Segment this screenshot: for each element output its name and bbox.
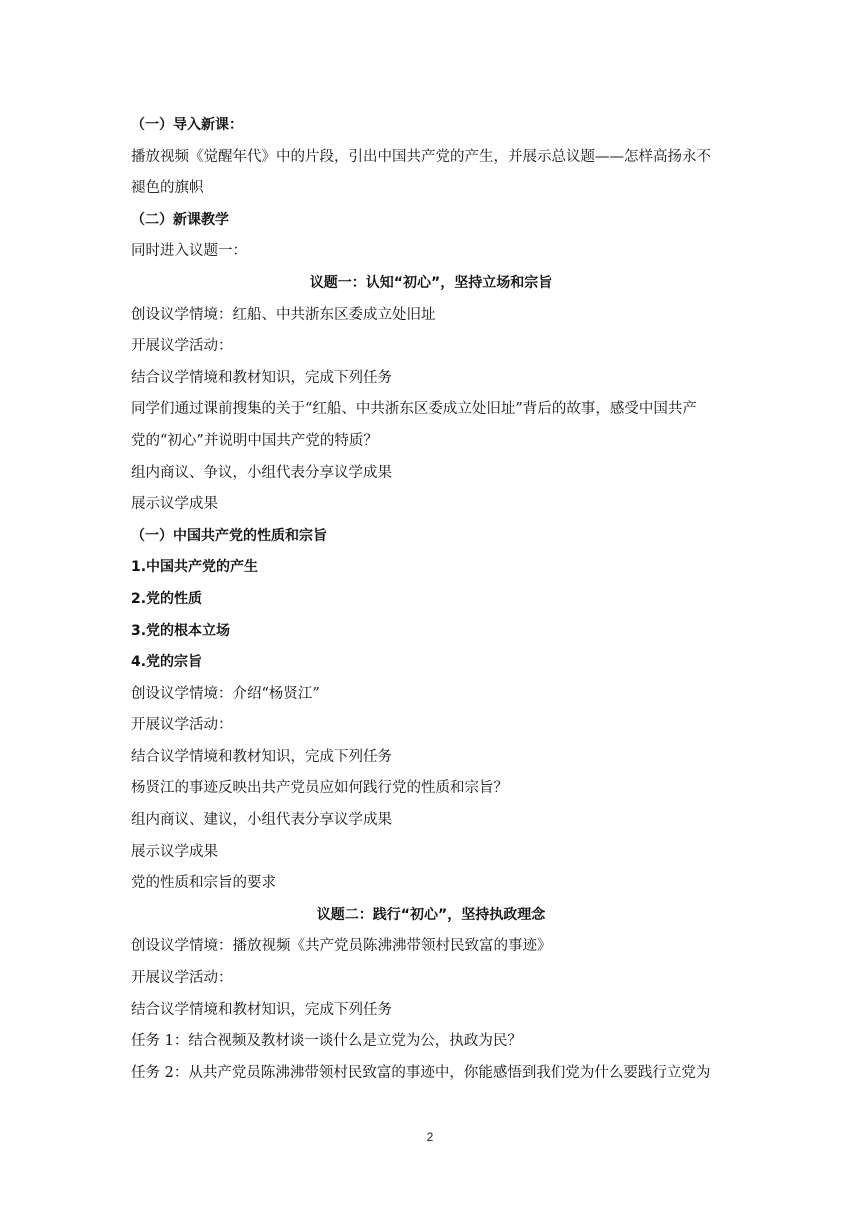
paragraph-line: 党的性质和宗旨的要求 [131, 875, 276, 892]
paragraph-line: 开展议学活动： [131, 338, 233, 355]
paragraph-line: 结合议学情境和教材知识，完成下列任务 [131, 369, 392, 386]
document-body [131, 110, 731, 1089]
paragraph-line: 党的“初心”并说明中国共产党的特质？ [131, 432, 378, 449]
paragraph-line: 组内商议、争议，小组代表分享议学成果 [131, 464, 392, 481]
paragraph-line: 任务 2：从共产党员陈沸沸带领村民致富的事迹中，你能感悟到我们党为什么要践行立党为 [131, 1064, 711, 1081]
paragraph-line: 杨贤江的事迹反映出共产党员应如何践行党的性质和宗旨？ [131, 780, 508, 797]
bold-heading-line: （二）新课教学 [131, 211, 229, 228]
paragraph-line: 展示议学成果 [131, 843, 218, 860]
paragraph-line: 创设议学情境：播放视频《共产党员陈沸沸带领村民致富的事迹》 [131, 938, 552, 955]
paragraph-line: 创设议学情境：介绍“杨贤江” [131, 685, 320, 702]
section-heading: 议题二：践行“初心”，坚持执政理念 [316, 906, 546, 923]
paragraph-line: 创设议学情境：红船、中共浙东区委成立处旧址 [131, 306, 436, 323]
page-number: 2 [426, 1130, 434, 1144]
bold-heading-line: 2.党的性质 [131, 590, 203, 607]
paragraph-line: 任务 1：结合视频及教材谈一谈什么是立党为公，执政为民？ [131, 1033, 522, 1050]
paragraph-line: 同时进入议题一： [131, 243, 247, 260]
paragraph-line: 展示议学成果 [131, 496, 218, 513]
paragraph-line: 结合议学情境和教材知识，完成下列任务 [131, 748, 392, 765]
bold-heading-line: 3.党的根本立场 [131, 622, 231, 639]
paragraph-line: 播放视频《觉醒年代》中的片段，引出中国共产党的产生，并展示总议题——怎样高扬永不 [131, 148, 711, 165]
paragraph-line: 同学们通过课前搜集的关于“红船、中共浙东区委成立处旧址”背后的故事，感受中国共产 [131, 401, 697, 418]
bold-heading-line: 4.党的宗旨 [131, 654, 203, 671]
section-heading: 议题一：认知“初心”，坚持立场和宗旨 [309, 274, 553, 291]
paragraph-line: 结合议学情境和教材知识，完成下列任务 [131, 1001, 392, 1018]
paragraph-line: 褪色的旗帜 [131, 180, 204, 197]
bold-heading-line: 1.中国共产党的产生 [131, 559, 259, 576]
paragraph-line: 组内商议、建议，小组代表分享议学成果 [131, 812, 392, 829]
bold-heading-line: （一）导入新课： [131, 117, 243, 133]
bold-heading-line: （一）中国共产党的性质和宗旨 [131, 527, 327, 544]
paragraph-line: 开展议学活动： [131, 970, 233, 987]
paragraph-line: 开展议学活动： [131, 717, 233, 734]
